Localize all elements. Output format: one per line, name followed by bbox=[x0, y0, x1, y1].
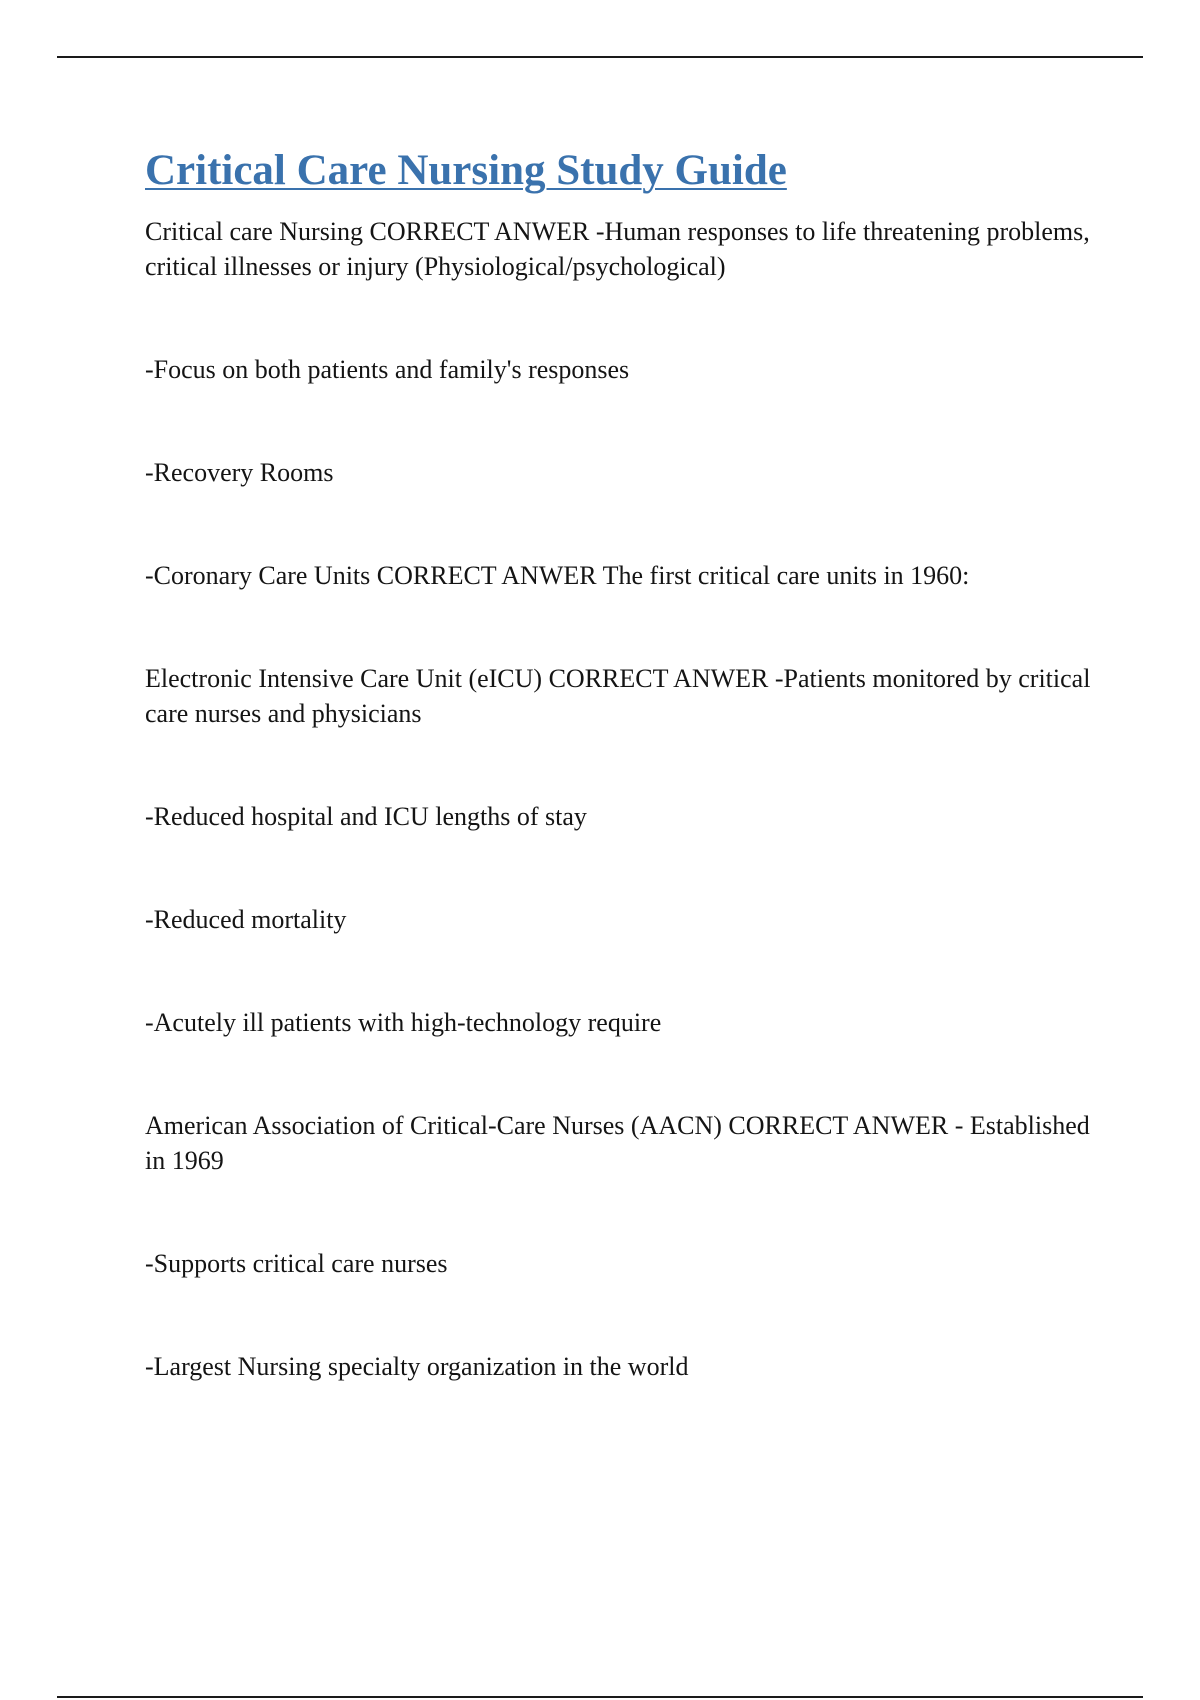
document-title: Critical Care Nursing Study Guide bbox=[145, 147, 787, 194]
entry-largest-organization: -Largest Nursing specialty organization in the world bbox=[145, 1352, 689, 1381]
entry-acutely-ill: -Acutely ill patients with high-technology require bbox=[145, 1008, 662, 1037]
entry-eicu: Electronic Intensive Care Unit (eICU) CORRECT ANWER -Patients monitored by critical care nurses and physicians bbox=[145, 664, 1091, 728]
entry-coronary-care-units: -Coronary Care Units CORRECT ANWER The first critical care units in 1960: bbox=[145, 561, 970, 590]
entry-focus-responses: -Focus on both patients and family's responses bbox=[145, 355, 630, 384]
document-body bbox=[145, 142, 1105, 1384]
entry-list bbox=[145, 214, 1105, 1384]
entry-reduced-stay: -Reduced hospital and ICU lengths of stay bbox=[145, 802, 587, 831]
header-rule bbox=[57, 56, 1143, 58]
entry-recovery-rooms: -Recovery Rooms bbox=[145, 458, 334, 487]
entry-critical-care-nursing: Critical care Nursing CORRECT ANWER -Human responses to life threatening problems, critical illnesses or injury (Physiological/psychological) bbox=[145, 217, 1090, 281]
entry-supports-nurses: -Supports critical care nurses bbox=[145, 1249, 448, 1278]
footer-rule bbox=[57, 1696, 1143, 1698]
entry-reduced-mortality: -Reduced mortality bbox=[145, 905, 347, 934]
entry-aacn: American Association of Critical-Care Nurses (AACN) CORRECT ANWER - Established in 1969 bbox=[145, 1111, 1090, 1175]
